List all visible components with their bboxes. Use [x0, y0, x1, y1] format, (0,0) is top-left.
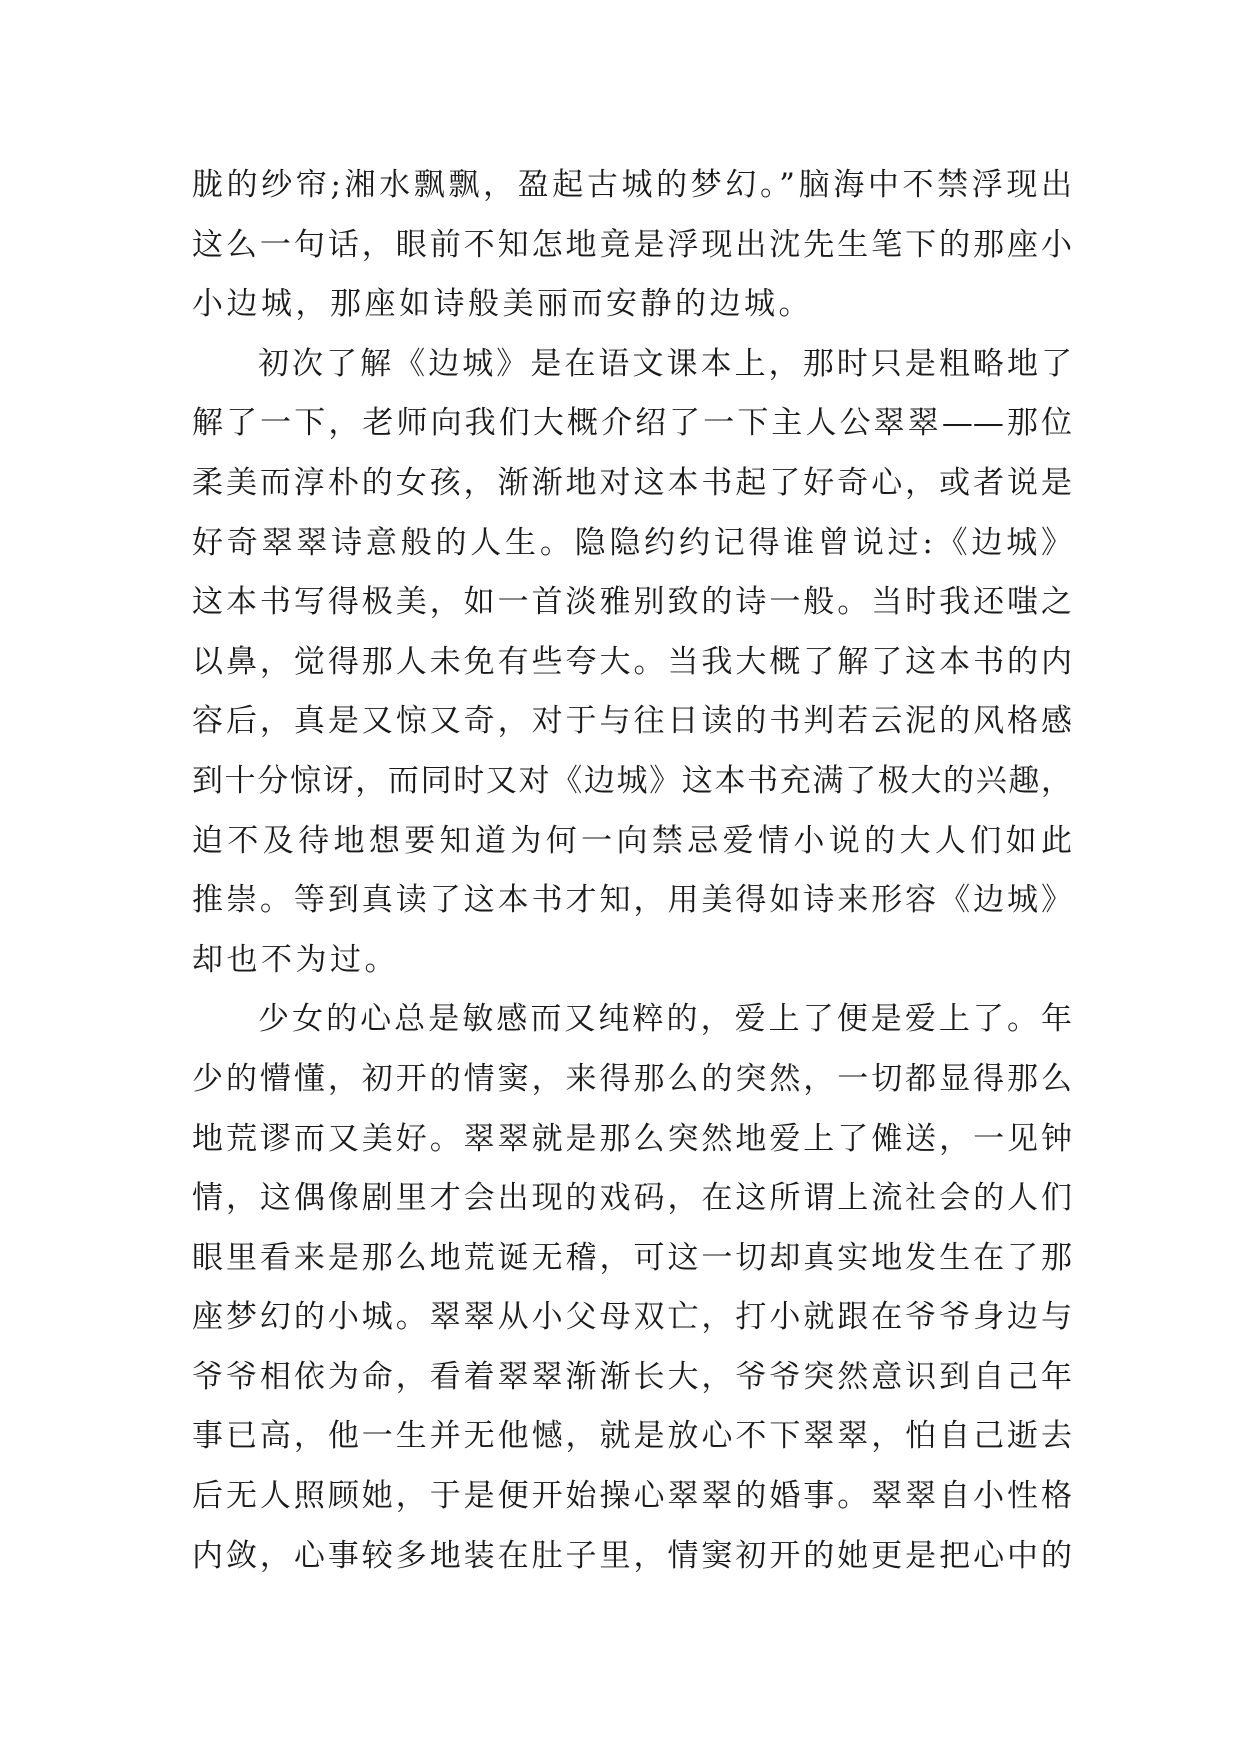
body-text	[192, 156, 1072, 1586]
text-line: 胧的纱帘;湘水飘飘，盈起古城的梦幻。”脑海中不禁浮现出	[192, 167, 1072, 203]
text-line: 情，这偶像剧里才会出现的戏码，在这所谓上流社会的人们	[192, 1180, 1072, 1217]
text-line: 少的懵懂，初开的情窦，来得那么的突然，一切都显得那么	[192, 1060, 1072, 1097]
text-line: 到十分惊讶，而同时又对《边城》这本书充满了极大的兴趣，	[192, 762, 1072, 799]
text-line: 事已高，他一生并无他憾，就是放心不下翠翠，怕自己逝去	[192, 1418, 1072, 1455]
text-line: 这么一句话，眼前不知怎地竟是浮现出沈先生笔下的那座小	[192, 226, 1072, 263]
text-line: 地荒谬而又美好。翠翠就是那么突然地爱上了傩送，一见钟	[192, 1120, 1072, 1157]
text-line: 后无人照顾她，于是便开始操心翠翠的婚事。翠翠自小性格	[192, 1478, 1072, 1515]
text-line: 推崇。等到真读了这本书才知，用美得如诗来形容《边城》	[192, 882, 1072, 919]
text-line: 眼里看来是那么地荒诞无稽，可这一切却真实地发生在了那	[192, 1239, 1072, 1276]
text-line: 小边城，那座如诗般美丽而安静的边城。	[192, 286, 813, 323]
paragraph-first-line: 初次了解《边城》是在语文课本上，那时只是粗略地了	[258, 345, 1072, 382]
text-line: 柔美而淳朴的女孩，渐渐地对这本书起了好奇心，或者说是	[192, 464, 1072, 501]
paragraph-first-line: 少女的心总是敏感而又纯粹的，爱上了便是爱上了。年	[258, 1001, 1072, 1038]
text-line: 这本书写得极美，如一首淡雅别致的诗一般。当时我还嗤之	[192, 584, 1072, 621]
text-line: 解了一下，老师向我们大概介绍了一下主人公翠翠——那位	[192, 405, 1072, 442]
text-line: 好奇翠翠诗意般的人生。隐隐约约记得谁曾说过:《边城》	[192, 524, 1072, 561]
text-line: 容后，真是又惊又奇，对于与往日读的书判若云泥的风格感	[192, 703, 1072, 740]
text-line: 爷爷相依为命，看着翠翠渐渐长大，爷爷突然意识到自己年	[192, 1358, 1072, 1395]
text-line: 座梦幻的小城。翠翠从小父母双亡，打小就跟在爷爷身边与	[192, 1299, 1072, 1336]
text-line: 迫不及待地想要知道为何一向禁忌爱情小说的大人们如此	[192, 822, 1072, 859]
text-line: 内敛，心事较多地装在肚子里，情窦初开的她更是把心中的	[192, 1537, 1072, 1574]
text-line: 却也不为过。	[192, 941, 399, 978]
text-line: 以鼻，觉得那人未免有些夸大。当我大概了解了这本书的内	[192, 643, 1072, 680]
